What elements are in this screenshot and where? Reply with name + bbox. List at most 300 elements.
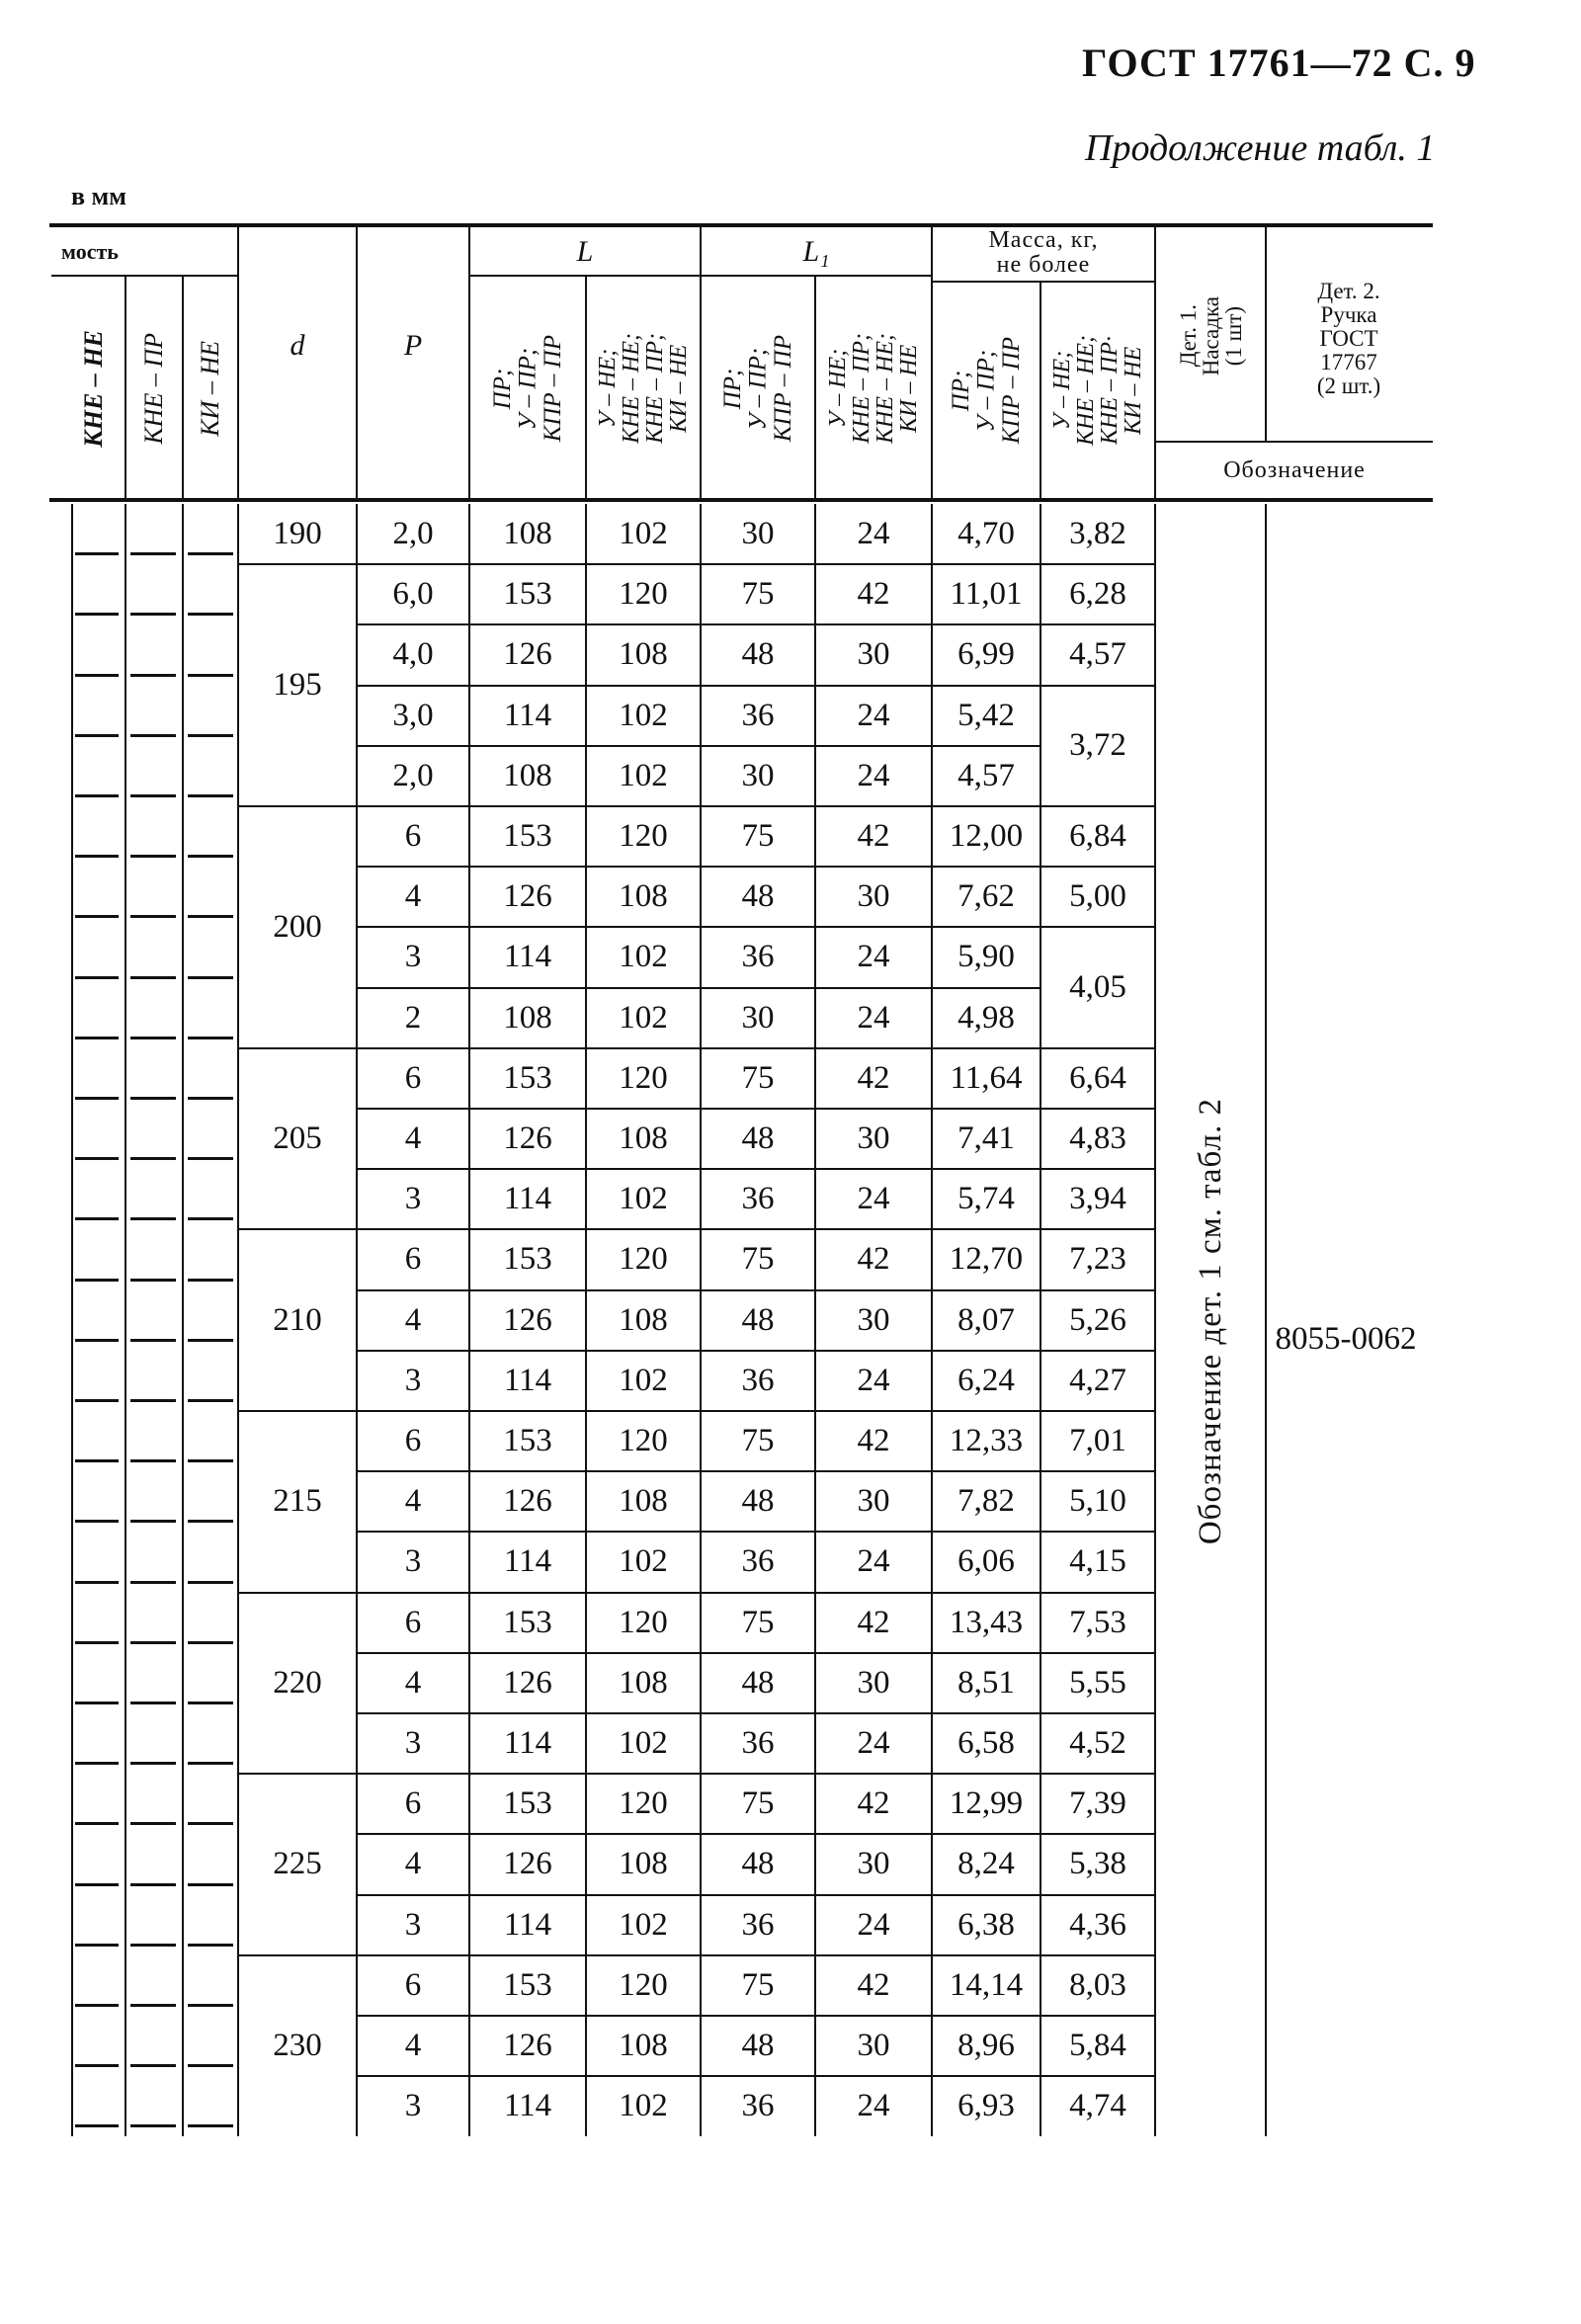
cell-L-b: 108 — [619, 1120, 668, 1157]
cell-L1-b: 24 — [857, 2088, 890, 2124]
cell-L-b: 102 — [619, 516, 668, 552]
cell-L-a: 126 — [503, 1120, 552, 1157]
cell-L-a: 114 — [503, 1725, 552, 1762]
empty-dash — [130, 794, 176, 797]
empty-dash — [188, 552, 233, 555]
cell-L1-a: 36 — [741, 2088, 775, 2124]
page-header: ГОСТ 17761—72 С. 9 — [1082, 41, 1476, 85]
empty-dash — [75, 1944, 119, 1947]
empty-dash — [188, 734, 233, 737]
dest-ki-ne-header: КИ – НЕ — [196, 340, 224, 437]
cell-m-b: 8,03 — [1069, 1966, 1126, 2003]
empty-dash — [130, 552, 176, 555]
cell-L1-a: 48 — [741, 636, 775, 673]
empty-dash — [188, 1279, 233, 1282]
cell-p: 3 — [404, 1362, 422, 1398]
cell-L1-a: 75 — [741, 576, 775, 613]
L-pr-header: ПР; У – ПР; КПР – ПР — [488, 334, 566, 443]
cell-m-b: 7,53 — [1069, 1604, 1126, 1640]
empty-dash — [130, 674, 176, 677]
cell-L-a: 114 — [503, 2088, 552, 2124]
cell-m-a: 7,41 — [957, 1120, 1015, 1157]
cell-L-a: 114 — [503, 1181, 552, 1217]
cell-L1-b: 24 — [857, 1362, 890, 1398]
empty-dash — [130, 1459, 176, 1462]
cell-m-a: 7,62 — [957, 878, 1015, 915]
cell-L1-a: 36 — [741, 1906, 775, 1943]
cell-m-b: 4,05 — [1069, 969, 1126, 1006]
cell-L-b: 102 — [619, 697, 668, 733]
cell-L-a: 153 — [503, 1241, 552, 1278]
cell-p: 4 — [404, 1664, 422, 1701]
cell-L-a: 126 — [503, 1846, 552, 1882]
cell-L-b: 108 — [619, 1483, 668, 1520]
cell-m-b: 4,52 — [1069, 1725, 1126, 1762]
empty-dash — [188, 1762, 233, 1765]
cell-m-b: 7,39 — [1069, 1785, 1126, 1822]
empty-dash — [188, 2124, 233, 2127]
d-cell: 220 — [273, 1664, 322, 1701]
cell-L-b: 102 — [619, 999, 668, 1036]
cell-p: 6 — [404, 818, 422, 855]
empty-dash — [130, 2004, 176, 2007]
empty-dash — [130, 1641, 176, 1644]
empty-dash — [130, 1822, 176, 1825]
empty-dash — [188, 1157, 233, 1160]
empty-dash — [75, 1581, 119, 1584]
cell-L1-a: 30 — [741, 757, 775, 793]
cell-L1-b: 42 — [857, 1604, 890, 1640]
cell-m-a: 4,57 — [957, 757, 1015, 793]
cell-m-a: 8,96 — [957, 2028, 1015, 2064]
empty-dash — [188, 1459, 233, 1462]
det2-designation-code: 8055-0062 — [1275, 1320, 1417, 1357]
cell-L1-b: 30 — [857, 1120, 890, 1157]
cell-L1-b: 42 — [857, 1241, 890, 1278]
cell-m-b: 3,72 — [1069, 727, 1126, 764]
empty-dash — [130, 1762, 176, 1765]
empty-dash — [188, 1822, 233, 1825]
cell-m-a: 5,90 — [957, 939, 1015, 975]
cell-L1-b: 24 — [857, 697, 890, 733]
cell-L-a: 108 — [503, 757, 552, 793]
cell-m-b: 4,83 — [1069, 1120, 1126, 1157]
cell-L-b: 108 — [619, 1664, 668, 1701]
empty-dash — [75, 1217, 119, 1220]
L1-header: L₁ — [802, 235, 830, 268]
empty-dash — [75, 674, 119, 677]
cell-L1-a: 75 — [741, 1604, 775, 1640]
cell-m-b: 5,84 — [1069, 2028, 1126, 2064]
cell-L-a: 126 — [503, 1483, 552, 1520]
det1-header: Дет. 1. Насадка (1 шт) — [1175, 295, 1246, 376]
cell-m-a: 6,38 — [957, 1906, 1015, 1943]
cell-L1-b: 30 — [857, 1483, 890, 1520]
cell-L-a: 114 — [503, 1906, 552, 1943]
cell-p: 4 — [404, 1846, 422, 1882]
empty-dash — [130, 1399, 176, 1402]
dest-kne-ne-header: КНЕ – НЕ — [79, 329, 108, 448]
cell-L-a: 126 — [503, 878, 552, 915]
cell-m-a: 11,64 — [950, 1059, 1023, 1096]
cell-L1-a: 36 — [741, 1725, 775, 1762]
empty-dash — [188, 855, 233, 858]
empty-dash — [130, 1037, 176, 1039]
cell-L-a: 153 — [503, 1423, 552, 1459]
L1-pr-header: ПР; У – ПР; КПР – ПР — [718, 334, 796, 443]
cell-L1-b: 30 — [857, 1301, 890, 1338]
empty-dash — [75, 2064, 119, 2067]
empty-dash — [188, 1883, 233, 1886]
cell-p: 4,0 — [392, 636, 434, 673]
cell-m-b: 7,01 — [1069, 1423, 1126, 1459]
empty-dash — [75, 1097, 119, 1100]
cell-m-b: 4,15 — [1069, 1543, 1126, 1580]
cell-p: 6 — [404, 1966, 422, 2003]
cell-p: 3 — [404, 1906, 422, 1943]
cell-m-b: 5,38 — [1069, 1846, 1126, 1882]
L1-ne-header: У – НЕ; КНЕ – ПР; КНЕ – НЕ; КИ – НЕ — [825, 333, 922, 444]
cell-m-a: 6,93 — [957, 2088, 1015, 2124]
cell-L1-b: 24 — [857, 999, 890, 1036]
cell-L-a: 126 — [503, 636, 552, 673]
cell-p: 6 — [404, 1604, 422, 1640]
cell-p: 4 — [404, 878, 422, 915]
cell-m-a: 13,43 — [949, 1604, 1024, 1640]
cell-L1-b: 42 — [857, 576, 890, 613]
cell-L-b: 108 — [619, 636, 668, 673]
cell-L1-b: 30 — [857, 1846, 890, 1882]
cell-m-b: 4,57 — [1069, 636, 1126, 673]
cell-L1-b: 42 — [857, 1059, 890, 1096]
cell-m-a: 4,98 — [957, 999, 1015, 1036]
cell-L-b: 108 — [619, 1301, 668, 1338]
empty-dash — [75, 1520, 119, 1523]
cell-m-b: 6,28 — [1069, 576, 1126, 613]
cell-L-b: 120 — [619, 818, 668, 855]
cell-L1-a: 48 — [741, 1301, 775, 1338]
cell-L1-b: 30 — [857, 2028, 890, 2064]
empty-dash — [130, 1217, 176, 1220]
cell-p: 4 — [404, 1301, 422, 1338]
d-cell: 210 — [273, 1301, 322, 1338]
mass-ne-header: У – НЕ; КНЕ – НЕ; КНЕ – ПР· КИ – НЕ — [1049, 335, 1146, 446]
cell-L-b: 102 — [619, 1181, 668, 1217]
designation-header: Обозначение — [1223, 457, 1366, 483]
empty-dash — [130, 1581, 176, 1584]
cell-L1-a: 36 — [741, 697, 775, 733]
empty-dash — [130, 613, 176, 616]
empty-dash — [75, 1459, 119, 1462]
cell-m-b: 4,74 — [1069, 2088, 1126, 2124]
empty-dash — [75, 915, 119, 918]
cell-L1-b: 42 — [857, 1785, 890, 1822]
d-header: d — [290, 329, 305, 362]
cell-L1-b: 42 — [857, 818, 890, 855]
L-ne-header: У – НЕ; КНЕ – НЕ; КНЕ – ПР; КИ – НЕ — [595, 333, 692, 444]
empty-dash — [188, 1641, 233, 1644]
cell-L-a: 126 — [503, 1301, 552, 1338]
empty-dash — [188, 1217, 233, 1220]
cell-L1-a: 36 — [741, 1181, 775, 1217]
empty-dash — [130, 1157, 176, 1160]
cell-L1-a: 48 — [741, 878, 775, 915]
cell-L1-b: 24 — [857, 516, 890, 552]
empty-dash — [75, 1037, 119, 1039]
empty-dash — [75, 734, 119, 737]
empty-dash — [130, 1702, 176, 1704]
cell-L-b: 120 — [619, 1241, 668, 1278]
cell-L1-a: 75 — [741, 818, 775, 855]
empty-dash — [75, 1641, 119, 1644]
cell-L-b: 108 — [619, 1846, 668, 1882]
cell-L-a: 153 — [503, 576, 552, 613]
cell-L-a: 153 — [503, 818, 552, 855]
cell-m-b: 5,00 — [1069, 878, 1126, 915]
det2-header: Дет. 2. Ручка ГОСТ 17767 (2 шт.) — [1316, 278, 1381, 399]
cell-L1-a: 48 — [741, 1120, 775, 1157]
cell-p: 3 — [404, 939, 422, 975]
d-cell: 215 — [273, 1483, 322, 1520]
cell-m-a: 8,24 — [957, 1846, 1015, 1882]
cell-p: 2,0 — [392, 516, 434, 552]
continuation-label: Продолжение табл. 1 — [1085, 127, 1436, 169]
dest-group-partial-header: мость — [61, 239, 119, 264]
empty-dash — [75, 1762, 119, 1765]
cell-L1-b: 30 — [857, 1664, 890, 1701]
cell-L1-a: 75 — [741, 1241, 775, 1278]
empty-dash — [130, 1279, 176, 1282]
cell-m-a: 5,42 — [957, 697, 1015, 733]
cell-m-b: 3,94 — [1069, 1181, 1126, 1217]
empty-dash — [188, 2004, 233, 2007]
cell-m-a: 6,06 — [957, 1543, 1015, 1580]
cell-m-a: 6,58 — [957, 1725, 1015, 1762]
cell-m-b: 3,82 — [1069, 516, 1126, 552]
cell-p: 6,0 — [392, 576, 434, 613]
cell-p: 6 — [404, 1423, 422, 1459]
cell-m-a: 11,01 — [950, 576, 1023, 613]
dest-kne-pr-header: КНЕ – ПР — [139, 332, 168, 445]
cell-m-a: 12,00 — [949, 818, 1024, 855]
cell-m-a: 7,82 — [957, 1483, 1015, 1520]
cell-p: 6 — [404, 1059, 422, 1096]
cell-L1-a: 36 — [741, 939, 775, 975]
cell-L-b: 102 — [619, 1725, 668, 1762]
cell-L-a: 126 — [503, 2028, 552, 2064]
cell-L1-a: 48 — [741, 1664, 775, 1701]
empty-dash — [75, 1399, 119, 1402]
d-cell: 200 — [273, 908, 322, 945]
empty-dash — [75, 1279, 119, 1282]
cell-L-a: 153 — [503, 1604, 552, 1640]
cell-p: 3,0 — [392, 697, 434, 733]
cell-m-b: 5,26 — [1069, 1301, 1126, 1338]
cell-L1-b: 24 — [857, 757, 890, 793]
cell-L1-b: 30 — [857, 878, 890, 915]
cell-m-a: 12,33 — [949, 1423, 1024, 1459]
empty-dash — [75, 1822, 119, 1825]
cell-L1-b: 24 — [857, 1906, 890, 1943]
cell-L-b: 102 — [619, 1543, 668, 1580]
cell-L-b: 102 — [619, 2088, 668, 2124]
cell-L-a: 114 — [503, 1543, 552, 1580]
cell-L-a: 153 — [503, 1966, 552, 2003]
cell-m-b: 5,55 — [1069, 1664, 1126, 1701]
cell-L-b: 102 — [619, 1906, 668, 1943]
empty-dash — [188, 2064, 233, 2067]
cell-L-a: 108 — [503, 516, 552, 552]
empty-dash — [188, 613, 233, 616]
cell-L-a: 114 — [503, 697, 552, 733]
cell-m-a: 8,51 — [957, 1664, 1015, 1701]
cell-p: 6 — [404, 1241, 422, 1278]
empty-dash — [130, 976, 176, 979]
empty-dash — [188, 1097, 233, 1100]
cell-p: 4 — [404, 2028, 422, 2064]
empty-dash — [130, 1883, 176, 1886]
empty-dash — [75, 1157, 119, 1160]
d-cell: 230 — [273, 2028, 322, 2064]
cell-m-a: 14,14 — [949, 1966, 1024, 2003]
cell-m-b: 7,23 — [1069, 1241, 1126, 1278]
empty-dash — [75, 1883, 119, 1886]
cell-m-a: 12,70 — [949, 1241, 1024, 1278]
d-cell: 195 — [273, 667, 322, 704]
empty-dash — [75, 1339, 119, 1342]
cell-m-a: 4,70 — [957, 516, 1015, 552]
d-cell: 225 — [273, 1846, 322, 1882]
empty-dash — [188, 1037, 233, 1039]
empty-dash — [130, 2124, 176, 2127]
mass-pr-header: ПР; У – ПР; КПР – ПР — [947, 336, 1025, 445]
cell-p: 6 — [404, 1785, 422, 1822]
cell-L1-b: 42 — [857, 1423, 890, 1459]
cell-L-a: 153 — [503, 1059, 552, 1096]
cell-m-b: 6,84 — [1069, 818, 1126, 855]
p-header: P — [403, 329, 423, 362]
empty-dash — [130, 1097, 176, 1100]
cell-m-a: 12,99 — [949, 1785, 1024, 1822]
empty-dash — [188, 1944, 233, 1947]
empty-dash — [130, 855, 176, 858]
empty-dash — [188, 794, 233, 797]
unit-label: в мм — [71, 182, 126, 210]
cell-m-a: 6,99 — [957, 636, 1015, 673]
empty-dash — [130, 1339, 176, 1342]
cell-p: 2 — [404, 999, 422, 1036]
cell-L1-a: 75 — [741, 1059, 775, 1096]
cell-L1-a: 48 — [741, 1483, 775, 1520]
cell-L1-a: 48 — [741, 2028, 775, 2064]
cell-L-a: 108 — [503, 999, 552, 1036]
empty-dash — [75, 976, 119, 979]
empty-dash — [188, 1702, 233, 1704]
cell-L-a: 153 — [503, 1785, 552, 1822]
cell-L-b: 120 — [619, 1423, 668, 1459]
cell-L1-b: 30 — [857, 636, 890, 673]
d-cell: 205 — [273, 1120, 322, 1157]
cell-L1-b: 24 — [857, 939, 890, 975]
cell-L-b: 102 — [619, 939, 668, 975]
cell-p: 2,0 — [392, 757, 434, 793]
cell-p: 4 — [404, 1483, 422, 1520]
cell-L-b: 120 — [619, 1059, 668, 1096]
cell-L-b: 120 — [619, 1966, 668, 2003]
cell-L-b: 102 — [619, 757, 668, 793]
cell-L1-b: 24 — [857, 1543, 890, 1580]
cell-L1-a: 75 — [741, 1966, 775, 2003]
d-cell: 190 — [273, 516, 322, 552]
empty-dash — [188, 976, 233, 979]
empty-dash — [188, 1520, 233, 1523]
empty-dash — [130, 734, 176, 737]
empty-dash — [75, 855, 119, 858]
cell-L1-a: 48 — [741, 1846, 775, 1882]
empty-dash — [188, 1399, 233, 1402]
cell-L1-a: 36 — [741, 1543, 775, 1580]
det1-designation-note: Обозначение дет. 1 см. табл. 2 — [1192, 1097, 1228, 1545]
cell-L1-b: 24 — [857, 1181, 890, 1217]
empty-dash — [75, 613, 119, 616]
cell-m-a: 5,74 — [957, 1181, 1015, 1217]
empty-dash — [75, 2124, 119, 2127]
cell-L-b: 120 — [619, 576, 668, 613]
cell-p: 4 — [404, 1120, 422, 1157]
empty-dash — [188, 674, 233, 677]
cell-L1-b: 42 — [857, 1966, 890, 2003]
cell-L-b: 120 — [619, 1604, 668, 1640]
cell-L1-b: 24 — [857, 1725, 890, 1762]
cell-L1-a: 75 — [741, 1785, 775, 1822]
cell-m-a: 6,24 — [957, 1362, 1015, 1398]
empty-dash — [75, 1702, 119, 1704]
cell-p: 3 — [404, 1725, 422, 1762]
cell-L1-a: 36 — [741, 1362, 775, 1398]
empty-dash — [75, 2004, 119, 2007]
empty-dash — [188, 915, 233, 918]
empty-dash — [75, 794, 119, 797]
cell-L1-a: 30 — [741, 516, 775, 552]
cell-L-b: 120 — [619, 1785, 668, 1822]
cell-m-b: 5,10 — [1069, 1483, 1126, 1520]
empty-dash — [130, 2064, 176, 2067]
cell-L-a: 126 — [503, 1664, 552, 1701]
cell-L-b: 108 — [619, 2028, 668, 2064]
cell-m-b: 6,64 — [1069, 1059, 1126, 1096]
empty-dash — [188, 1581, 233, 1584]
empty-dash — [130, 915, 176, 918]
cell-m-a: 8,07 — [957, 1301, 1015, 1338]
cell-L-a: 114 — [503, 1362, 552, 1398]
L-header: L — [576, 235, 594, 268]
cell-L1-a: 30 — [741, 999, 775, 1036]
cell-L-b: 102 — [619, 1362, 668, 1398]
cell-L-b: 108 — [619, 878, 668, 915]
empty-dash — [75, 552, 119, 555]
cell-L1-a: 75 — [741, 1423, 775, 1459]
empty-dash — [130, 1520, 176, 1523]
cell-p: 3 — [404, 2088, 422, 2124]
cell-p: 3 — [404, 1181, 422, 1217]
cell-L-a: 114 — [503, 939, 552, 975]
empty-dash — [188, 1339, 233, 1342]
cell-m-b: 4,36 — [1069, 1906, 1126, 1943]
mass-header: Масса, кг, не более — [988, 226, 1099, 278]
empty-dash — [130, 1944, 176, 1947]
cell-p: 3 — [404, 1543, 422, 1580]
cell-m-b: 4,27 — [1069, 1362, 1126, 1398]
